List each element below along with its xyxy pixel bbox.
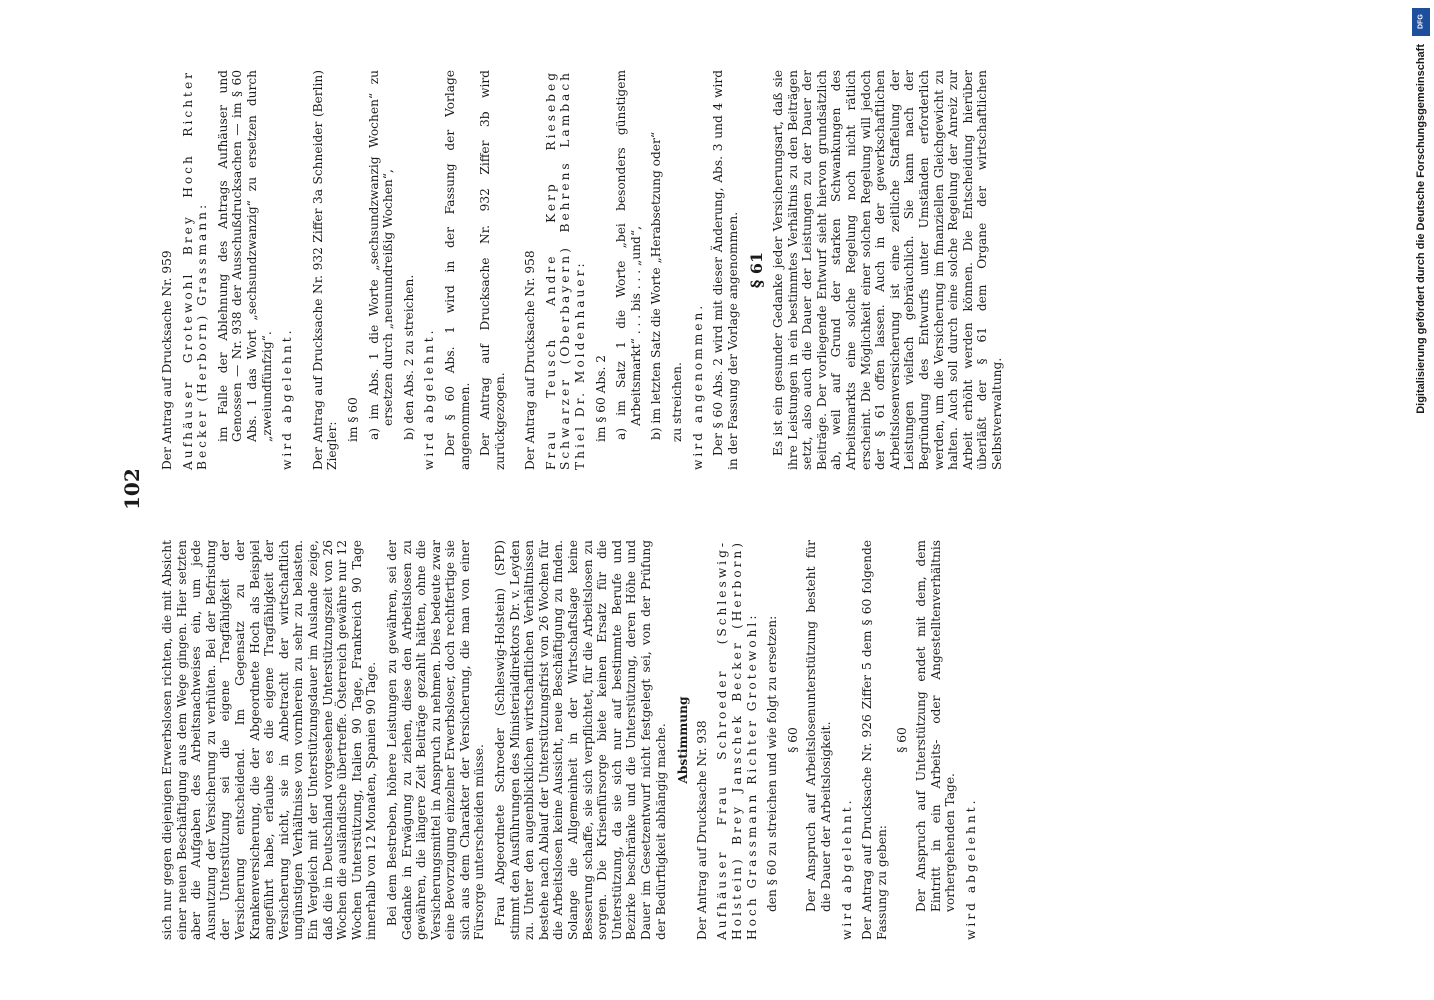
text-paragraph: § 60 <box>895 727 910 753</box>
text-paragraph: im § 60 <box>345 397 360 442</box>
text-paragraph: im Falle der Ablehnung des Antrags Aufhäuser und Genossen — Nr. 938 der Ausschußdrucksachen — im § 60 Abs. 1 das Wort „sechsundzwanzig“ zu ersetzen durch „zweiundfünfzig“. <box>215 70 274 442</box>
text-paragraph: Der Antrag auf Drucksache Nr. 932 Ziffer 3a Schneider (Berlin) Ziegler: <box>310 70 340 470</box>
text-paragraph: wird abgelehnt. <box>422 327 437 470</box>
page-number: 102 <box>120 468 144 510</box>
text-paragraph: § 60 <box>785 727 800 753</box>
digitization-credit: Digitalisierung gefördert durch die Deutsche Forschungsgemeinschaft <box>1415 44 1427 414</box>
text-paragraph: Der Antrag auf Drucksache Nr. 932 Ziffer 3b wird zurückgezogen. <box>478 70 507 470</box>
text-paragraph: Frau Teusch Andre Kerp Riesebeg Schwarzer (Oberbayern) Behrens Lambach Thiel Dr. Moldenhauer: <box>543 70 588 470</box>
section-heading: Abstimmung <box>676 696 691 784</box>
text-paragraph: Es ist ein gesunder Gedanke jeder Versicherungsart, daß sie ihre Leistungen in ein bestimmtes Verhältnis zu den Beiträgen setzt, also auch die Dauer der Leistungen zu der Dauer der Beiträge. Der vorliegende Entwurf sieht hiervon grundsätzlich ab, weil auf Grund der starken Schwankungen des Arbeitsmarkts eine solche Regelung noch nicht rätlich erscheint. Die Möglichkeit einer solchen Regelung will jedoch der § 61 offen lassen. Auch in der gewerkschaftlichen Arbeitslosenversicherung ist eine zeitliche Staffelung der Leistungen vielfach gebräuchlich. Sie kann nach der Begründung des Entwurfs unter Umständen erforderlich werden, um die Versicherung im finanziellen Gleichgewicht zu halten. Auch soll durch eine solche Regelung der Anreiz zur Arbeit erhöht werden können. Die Entscheidung hierüber überläßt der § 61 dem Organe der wirtschaftlichen Selbstverwaltung. <box>771 70 1004 470</box>
dfg-logo: DFG <box>1412 8 1430 36</box>
text-paragraph: sich nur gegen diejenigen Erwerbslosen richten, die mit Absicht einer neuen Beschäftigung aus dem Wege gingen. Hier setzten aber die Aufgaben des Arbeitsnachweises ein, um jede Ausnutzung der Versicherung zu verhüten. Bei der Befristung der Unterstützung sei die eigene Tragfähigkeit der Versicherung entscheidend. Im Gegensatz zu der Krankenversicherung, die der Abgeordnete Hoch als Beispiel angeführt habe, erlaube es die eigene Tragfähigkeit der Versicherung nicht, sie in Anbetracht der wirtschaftlich ungünstigen Verhältnisse von vornherein zu sehr zu belasten. Ein Vergleich mit der Unterstützungsdauer im Auslande zeige, daß die in Deutschland vorgesehene Unterstützungszeit von 26 Wochen die ausländische übertreffe. Österreich gewähre nur 12 Wochen Unterstützung, Italien 90 Tage, Frankreich 90 Tage innerhalb von 12 Monaten, Spanien 90 Tage. <box>160 540 379 940</box>
text-paragraph: wird angenommen. <box>690 302 705 470</box>
text-paragraph: wird abgelehnt. <box>280 327 295 470</box>
text-paragraph: b) den Abs. 2 zu streichen. <box>401 274 416 440</box>
text-paragraph: Der Anspruch auf Unterstützung endet mit dem, dem Eintritt in ein Arbeits- oder Angestelltenverhältnis vorhergehenden Tage. <box>913 540 958 912</box>
text-paragraph: Bei dem Bestreben, höhere Leistungen zu gewähren, sei der Gedanke in Erwägung zu ziehen, diese den Arbeitslosen zu gewähren, die längere Zeit Beiträge gezahlt hätten, ohne die Versicherungsmittel in Anspruch zu nehmen. Dies bedeute zwar eine Bevorzugung einzelner Erwerbsloser, doch rechtfertige sie sich aus dem Charakter der Versicherung, die man von einer Fürsorge unterscheiden müsse. <box>384 540 487 940</box>
left-column <box>160 540 984 940</box>
text-paragraph: a) im Satz 1 die Worte „bei besonders günstigem Arbeitsmarkt“ . . . bis . . . „und“, <box>614 70 643 440</box>
text-paragraph: zu streichen. <box>670 362 685 442</box>
text-paragraph: b) im letzten Satz die Worte „Herabsetzung oder“ <box>649 131 664 440</box>
spacer <box>513 70 523 470</box>
text-paragraph: Der Antrag auf Drucksache Nr. 938 <box>694 720 709 940</box>
text-paragraph: Der Antrag auf Drucksache Nr. 926 Ziffer 5 dem § 60 folgende Fassung zu geben: <box>860 540 889 940</box>
text-paragraph: Aufhäuser Grotewohl Brey Hoch Richter Becker (Herborn) Grassmann: <box>180 70 210 470</box>
text-paragraph: Der Anspruch auf Arbeitslosenunterstützung besteht für die Dauer der Arbeitslosigkeit. <box>804 540 833 912</box>
right-column <box>160 70 1011 470</box>
paragraph-heading: § 61 <box>747 251 767 289</box>
text-paragraph: wird abgelehnt. <box>839 797 854 940</box>
text-paragraph: Aufhäuser Frau Schroeder (Schleswig-Holstein) Brey Janschek Becker (Herborn) Hoch Grassmann Richter Grotewohl: <box>715 540 759 940</box>
dfg-sidebar <box>1410 0 1432 1000</box>
spacer <box>301 70 311 470</box>
text-paragraph: Der Antrag auf Drucksache Nr. 958 <box>523 250 538 470</box>
text-paragraph: Frau Abgeordnete Schroeder (Schleswig-Holstein) (SPD) stimmt den Ausführungen des Ministerialdirektors Dr. v. Leyden zu. Unter den augenblicklichen wirtschaftlichen Verhältnissen bestehe nach Ablauf der Unterstützungsfrist von 26 Wochen für die Arbeitslosen keine Aussicht, neue Beschäftigung zu finden. Solange die Allgemeinheit in der Wirtschaftslage keine Besserung schaffe, sie sich verpflichtet, für die Arbeitslosen zu sorgen. Die Krisenfürsorge biete keinen Ersatz für die Unterstützung, da sie sich nur auf bestimmte Berufe und Bezirke beschränke und die Unterstützung, deren Höhe und Dauer im Gesetzentwurf nicht festgelegt sei, von der Prüfung der Bedürftigkeit abhängig mache. <box>493 540 668 940</box>
text-paragraph: Der § 60 Abs. 2 wird mit dieser Änderung, Abs. 3 und 4 wird in der Fassung der Vorlage angenommen. <box>711 70 740 470</box>
rotated-page <box>120 60 1300 940</box>
text-paragraph: wird abgelehnt. <box>963 797 978 940</box>
text-paragraph: Der § 60 Abs. 1 wird in der Fassung der Vorlage angenommen. <box>442 70 472 470</box>
text-paragraph: im § 60 Abs. 2 <box>593 354 608 442</box>
text-paragraph: a) im Abs. 1 die Worte „sechsundzwanzig Wochen“ zu ersetzen durch „neunundreißig Wochen“, <box>366 70 396 440</box>
text-paragraph: den § 60 zu streichen und wie folgt zu ersetzen: <box>765 615 780 912</box>
text-paragraph: Der Antrag auf Drucksache Nr. 959 <box>160 250 174 470</box>
